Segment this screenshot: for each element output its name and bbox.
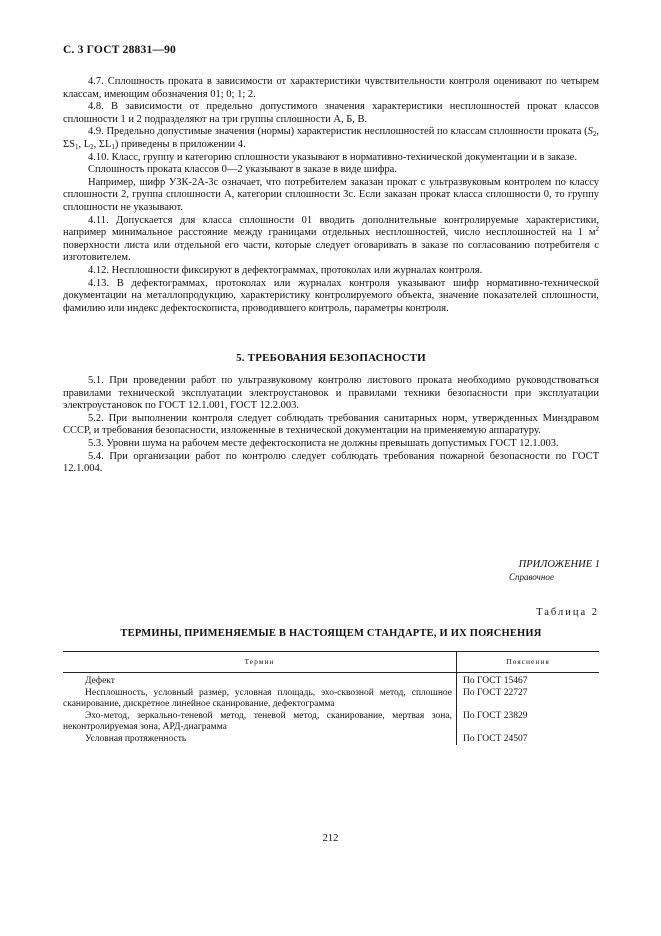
table-title: ТЕРМИНЫ, ПРИМЕНЯЕМЫЕ В НАСТОЯЩЕМ СТАНДАРТЕ, И ИХ ПОЯСНЕНИЯ [120, 628, 542, 639]
sub-l2: 2 [90, 142, 94, 151]
p4-9-suffix: ) приведены в приложении 4. [114, 138, 246, 150]
explanation-cell: По ГОСТ 22727 [463, 687, 528, 698]
explanation-cell: По ГОСТ 15467 [463, 676, 528, 686]
symbol-l: , L [78, 138, 91, 150]
paragraph-4-11 [63, 215, 599, 265]
page-header: С. 3 ГОСТ 28831—90 [63, 44, 176, 56]
terms-table [63, 651, 599, 745]
explanation-cell: По ГОСТ 24507 [463, 733, 528, 744]
section-5-text [63, 375, 599, 476]
paragraph-4-12: 4.12. Несплошности фиксируют в дефектограммах, протоколах или журналах контроля. [88, 264, 483, 276]
table-row [63, 673, 599, 688]
p4-11-prefix: 4.11. Допускается для класса сплошности 01 вводить дополнительные контролируемые характеристики, например минимальное расстояние между границами отдельных несплошностей, число несплошностей на 1 м [63, 214, 599, 239]
appendix-title: ПРИЛОЖЕНИЕ 1 [518, 559, 600, 570]
table-row [63, 688, 599, 711]
symbol-s: S [587, 126, 593, 138]
paragraph-5-4: 5.4. При организации работ по контролю следует соблюдать требования пожарной безопасности по ГОСТ 12.1.004. [63, 450, 599, 475]
section-4-text [63, 76, 599, 315]
explanation-cell: По ГОСТ 23829 [463, 710, 528, 721]
sub-2: 2 [592, 130, 597, 139]
term-cell: Дефект [63, 673, 457, 688]
paragraph-4-8: 4.8. В зависимости от предельно допустимого значения характеристики несплошностей прокат классов сплошности 1 и 2 подразделяют на три группы сплошности А, Б, В. [63, 101, 599, 125]
paragraph-5-1: 5.1. При проведении работ по ультразвуковому контролю листового проката необходимо руководствоваться правилами технической эксплуатации электроустановок и правилами техники безопасности при эксплуатации электроустановок по ГОСТ 12.1.001, ГОСТ 12.2.003. [63, 375, 599, 412]
sup-2: 2 [595, 225, 599, 234]
page-number: 212 [322, 833, 339, 844]
symbol-sum-s: , ΣS [63, 126, 599, 150]
appendix-kind: Справочное [509, 572, 554, 582]
column-header-explanation: Пояснения [457, 652, 600, 673]
section-5-title: 5. ТРЕБОВАНИЯ БЕЗОПАСНОСТИ [236, 352, 426, 364]
table-header-row [63, 652, 599, 673]
symbol-sum-l: , ΣL [93, 138, 112, 150]
paragraph-5-3: 5.3. Уровни шума на рабочем месте дефектоскописта не должны превышать допустимых ГОСТ 12.1.003. [88, 437, 559, 449]
term-cell: Эхо-метод, зеркально-теневой метод, теневой метод, сканирование, мертвая зона, неконтролируемая зона, АРД-диаграмма [63, 711, 457, 734]
p4-9-prefix: 4.9. Предельно допустимые значения (нормы) характеристик несплошностей по классам сплошности проката ( [88, 126, 588, 138]
table-row [63, 734, 599, 746]
sub-1: 1 [74, 142, 79, 151]
sub-l1: 1 [111, 142, 115, 151]
paragraph-4-13: 4.13. В дефектограммах, протоколах или журналах контроля указывают шифр нормативно-технической документации на металлопродукцию, характеристику контролируемого объекта, значение показателей сплошности, фамилию или индекс дефектоскописта, проводившего контроль, параметры контроля. [63, 277, 599, 314]
term-cell: Несплошность, условный размер, условная площадь, эхо-сквозной метод, сплошное сканирование, дискретное линейное сканирование, дефектограмма [63, 688, 457, 711]
paragraph-4-10-b: Сплошность проката классов 0—2 указывают в заказе в виде шифра. [88, 164, 397, 176]
table-row [63, 711, 599, 734]
paragraph-4-7: 4.7. Сплошность проката в зависимости от характеристики чувствительности контроля оценивают по четырем классам, имеющим обозначения 01; 0; 1; 2. [63, 76, 599, 100]
appendix-heading [420, 559, 600, 583]
paragraph-4-10-c: Например, шифр УЗК-2А-3с означает, что потребителем заказан прокат с ультразвуковым контролем по классу сплошности 2, группа сплошности А, категории сплошности 3с. Если заказан прокат класса сплошности 0, то группу сплошности не указывают. [63, 176, 599, 213]
paragraph-5-2: 5.2. При выполнении контроля следует соблюдать требования санитарных норм, утвержденных Минздравом СССР, и требования безопасности, изложенные в технической документации на применяемую аппаратуру. [63, 412, 599, 437]
paragraph-4-10: 4.10. Класс, группу и категорию сплошности указывают в нормативно-технической документации и в заказе. [88, 151, 577, 163]
p4-11-suffix: поверхности листа или отдельной его части, которые следует оговаривать в заказе по согласованию потребителя с изготовителем. [63, 239, 599, 264]
column-header-term: Термин [63, 652, 457, 673]
table-label: Таблица 2 [536, 607, 599, 618]
term-cell: Условная протяженность [63, 734, 457, 746]
paragraph-4-9 [63, 126, 599, 151]
